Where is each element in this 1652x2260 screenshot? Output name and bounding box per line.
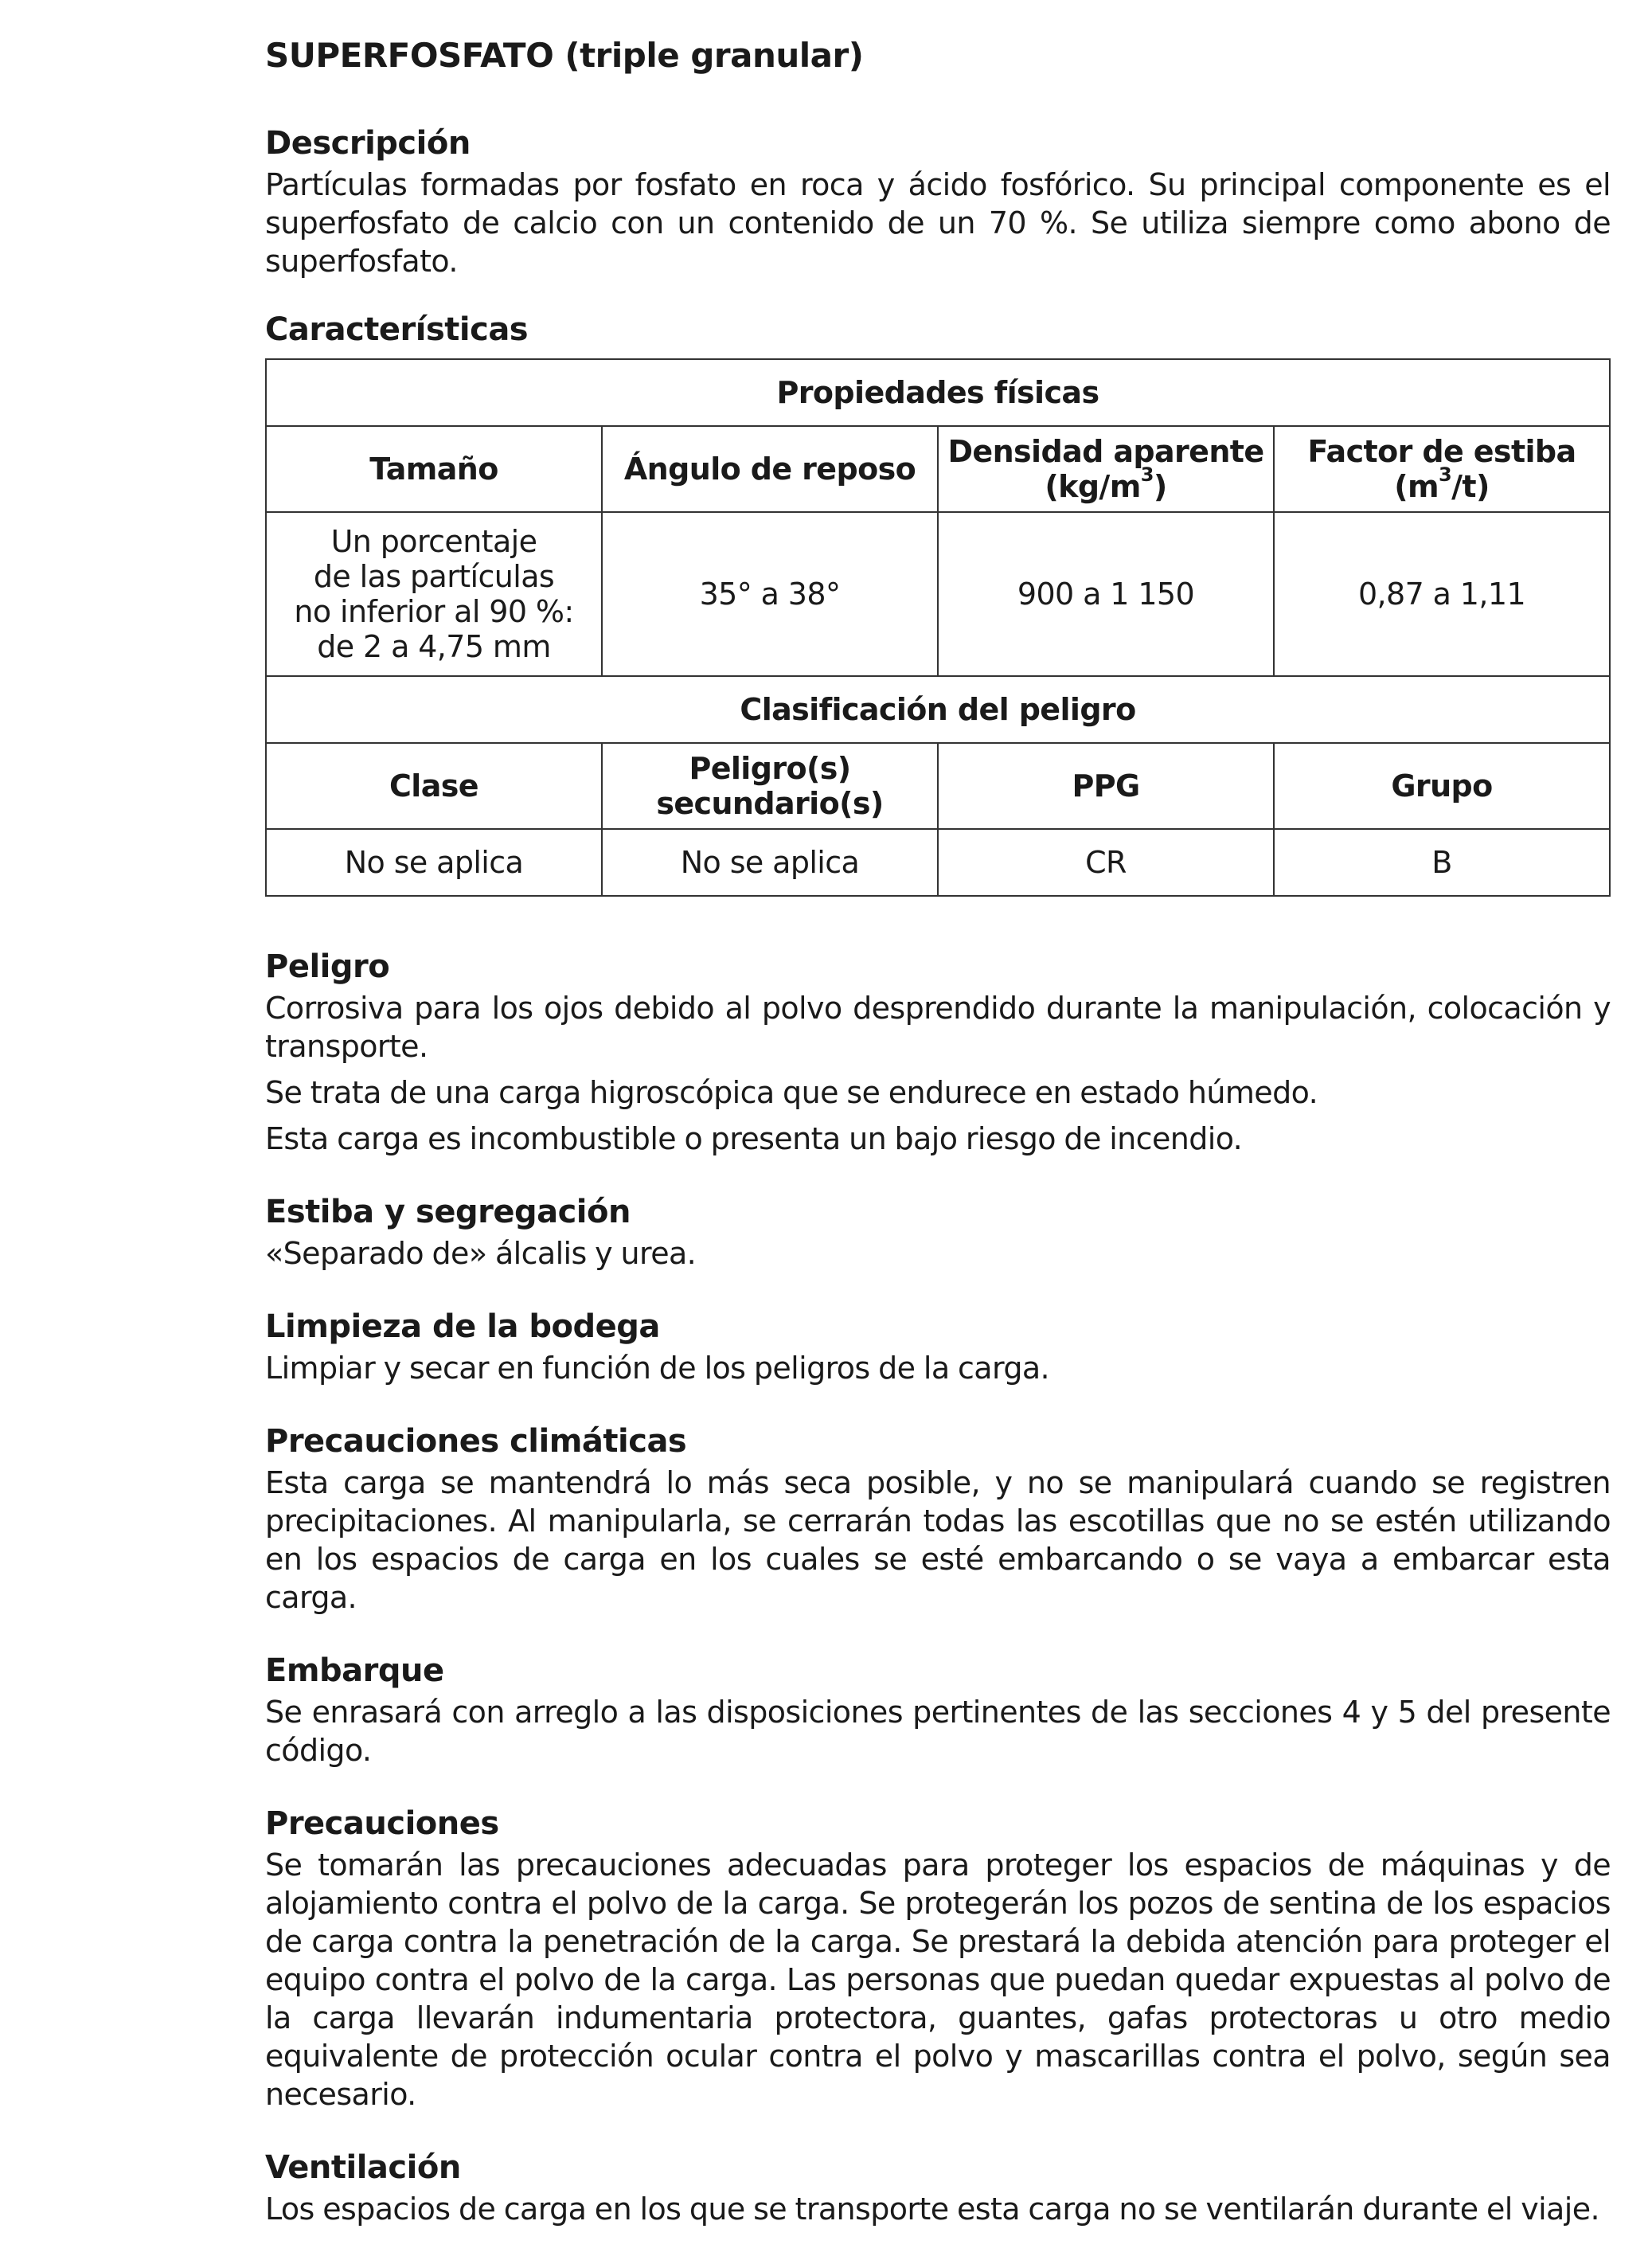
header-density-label: Densidad aparente (947, 434, 1264, 469)
header-secondary-line1: Peligro(s) (689, 751, 851, 786)
value-size-line: no inferior al 90 %: (294, 594, 574, 629)
header-density-unit-suffix: ) (1153, 469, 1167, 504)
ventilacion-text: Los espacios de carga en los que se transporte esta carga no se ventilarán durante el viaje. (265, 2192, 1599, 2227)
section-heading-descripcion: Descripción (265, 125, 471, 162)
precauciones-text: Se tomarán las precauciones adecuadas para proteger los espacios de máquinas y de alojamiento contra el polvo de la carga. Se protegerán los pozos de sentina de los espacios de carga contra la penetración de la carga. Se prestará la debida atención para proteger el equipo contra el polvo de la carga. Las personas que puedan quedar expuestas al polvo de la carga llevarán indumentaria protectora, guantes, gafas protectoras u otro medio equivalente de protección ocular contra el polvo y mascarillas contra el polvo, según sea necesario. (265, 1847, 1611, 2112)
header-stowage-label: Factor de estiba (1307, 434, 1576, 469)
table-row (266, 512, 1610, 676)
document-page (265, 32, 1611, 2260)
peligro-paragraph: Esta carga es incombustible o presenta un bajo riesgo de incendio. (265, 1121, 1243, 1156)
header-group: Grupo (1274, 743, 1610, 829)
value-density: 900 a 1 150 (938, 512, 1274, 676)
descripcion-text: Partículas formadas por fosfato en roca y ácido fosfórico. Su principal componente es el superfosfato de calcio con un contenido de un 70 %. Se utiliza siempre como abono de superfosfato. (265, 167, 1611, 279)
header-angle: Ángulo de reposo (602, 426, 938, 512)
header-stowage-unit-sup: 3 (1439, 463, 1452, 487)
value-ppg: CR (938, 829, 1274, 896)
section-estiba (265, 1190, 1611, 1273)
header-secondary-line2: secundario(s) (656, 786, 884, 821)
peligro-paragraph: Corrosiva para los ojos debido al polvo desprendido durante la manipulación, colocación y transporte. (265, 991, 1611, 1064)
estiba-text: «Separado de» álcalis y urea. (265, 1236, 697, 1271)
table-row (266, 676, 1610, 743)
section-heading-precauciones: Precauciones (265, 1805, 499, 1842)
section-heading-embarque: Embarque (265, 1652, 444, 1689)
header-density-unit-prefix: (kg/m (1045, 469, 1141, 504)
header-density (938, 426, 1274, 512)
section-descripcion (265, 121, 1611, 280)
value-secondary: No se aplica (602, 829, 938, 896)
table-row (266, 829, 1610, 896)
physical-properties-title: Propiedades físicas (266, 359, 1610, 426)
section-peligro (265, 944, 1611, 1158)
value-stowage: 0,87 a 1,11 (1274, 512, 1610, 676)
header-stowage (1274, 426, 1610, 512)
value-class: No se aplica (266, 829, 602, 896)
section-heading-ventilacion: Ventilación (265, 2149, 461, 2186)
section-limpieza (265, 1304, 1611, 1387)
section-climaticas (265, 1419, 1611, 1617)
header-size: Tamaño (266, 426, 602, 512)
limpieza-text: Limpiar y secar en función de los peligros de la carga. (265, 1351, 1050, 1386)
table-row (266, 426, 1610, 512)
table-row (266, 359, 1610, 426)
section-heading-limpieza: Limpieza de la bodega (265, 1308, 660, 1345)
section-heading-peligro: Peligro (265, 948, 390, 985)
header-ppg: PPG (938, 743, 1274, 829)
header-density-unit-sup: 3 (1140, 463, 1154, 487)
document-title: SUPERFOSFATO (triple granular) (265, 36, 864, 75)
section-heading-estiba: Estiba y segregación (265, 1194, 631, 1230)
value-group: B (1274, 829, 1610, 896)
peligro-paragraph: Se trata de una carga higroscópica que se endurece en estado húmedo. (265, 1075, 1318, 1110)
value-size-line: de las partículas (313, 559, 555, 594)
value-angle: 35° a 38° (602, 512, 938, 676)
header-class: Clase (266, 743, 602, 829)
value-size (266, 512, 602, 676)
section-precauciones (265, 1801, 1611, 2113)
section-heading-caracteristicas: Características (265, 311, 529, 348)
header-stowage-unit-suffix: /t) (1451, 469, 1490, 504)
value-size-line: Un porcentaje (330, 524, 537, 559)
properties-table (265, 358, 1611, 897)
hazard-classification-title: Clasificación del peligro (266, 676, 1610, 743)
header-stowage-unit-prefix: (m (1394, 469, 1439, 504)
section-ventilacion (265, 2145, 1611, 2228)
embarque-text: Se enrasará con arreglo a las disposiciones pertinentes de las secciones 4 y 5 del presente código. (265, 1695, 1611, 1768)
climaticas-text: Esta carga se mantendrá lo más seca posible, y no se manipulará cuando se registren precipitaciones. Al manipularla, se cerrarán todas las escotillas que no se estén utilizando en los espacios de carga en los cuales se esté embarcando o se vaya a embarcar esta carga. (265, 1465, 1611, 1615)
section-caracteristicas (265, 307, 1611, 897)
table-row (266, 743, 1610, 829)
value-size-line: de 2 a 4,75 mm (317, 629, 551, 664)
header-secondary (602, 743, 938, 829)
section-embarque (265, 1648, 1611, 1769)
section-heading-climaticas: Precauciones climáticas (265, 1423, 687, 1460)
